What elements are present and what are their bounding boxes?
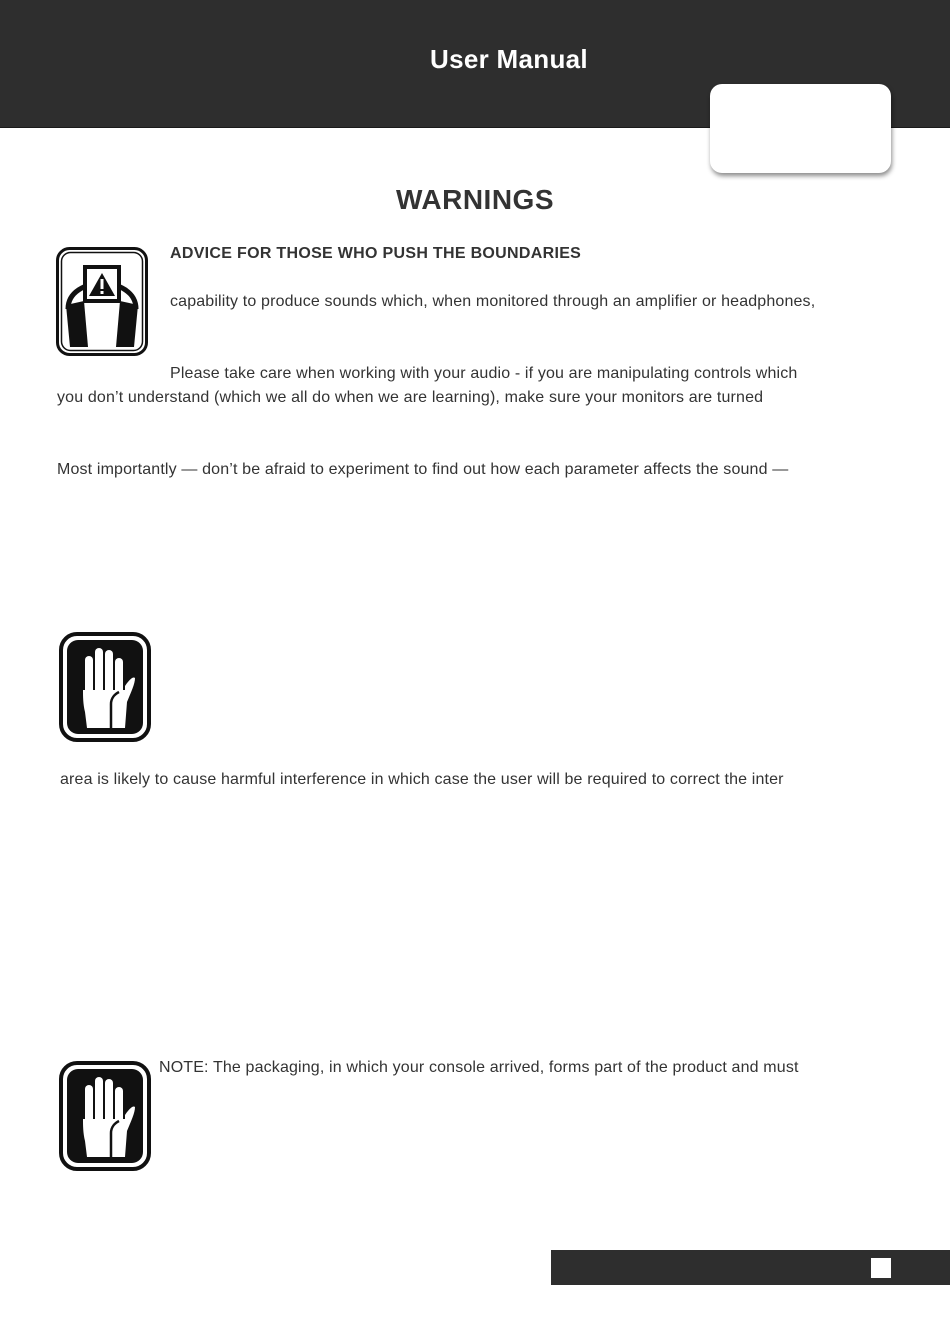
advice-text-line: capability to produce sounds which, when monitored through an amplifier or headphones, xyxy=(170,293,816,310)
interference-text-line: area is likely to cause harmful interference in which case the user will be required to correct the inter xyxy=(60,771,784,788)
headphones-warning-icon xyxy=(56,247,148,356)
advice-text-line: Most importantly — don’t be afraid to experiment to find out how each parameter affects the sound — xyxy=(57,461,789,478)
advice-title: ADVICE FOR THOSE WHO PUSH THE BOUNDARIES xyxy=(170,245,582,262)
hand-stop-icon xyxy=(59,1061,151,1171)
page-number-box xyxy=(871,1258,891,1278)
advice-text-line: you don’t understand (which we all do when we are learning), make sure your monitors are turned xyxy=(57,389,764,406)
chapter-tab xyxy=(710,84,891,173)
advice-text-line: Please take care when working with your audio - if you are manipulating controls which xyxy=(170,365,798,382)
header-title: User Manual xyxy=(430,44,588,74)
hand-stop-icon xyxy=(59,632,151,742)
page-title: WARNINGS xyxy=(396,184,554,215)
packaging-note-line: NOTE: The packaging, in which your console arrived, forms part of the product and must xyxy=(159,1059,799,1076)
